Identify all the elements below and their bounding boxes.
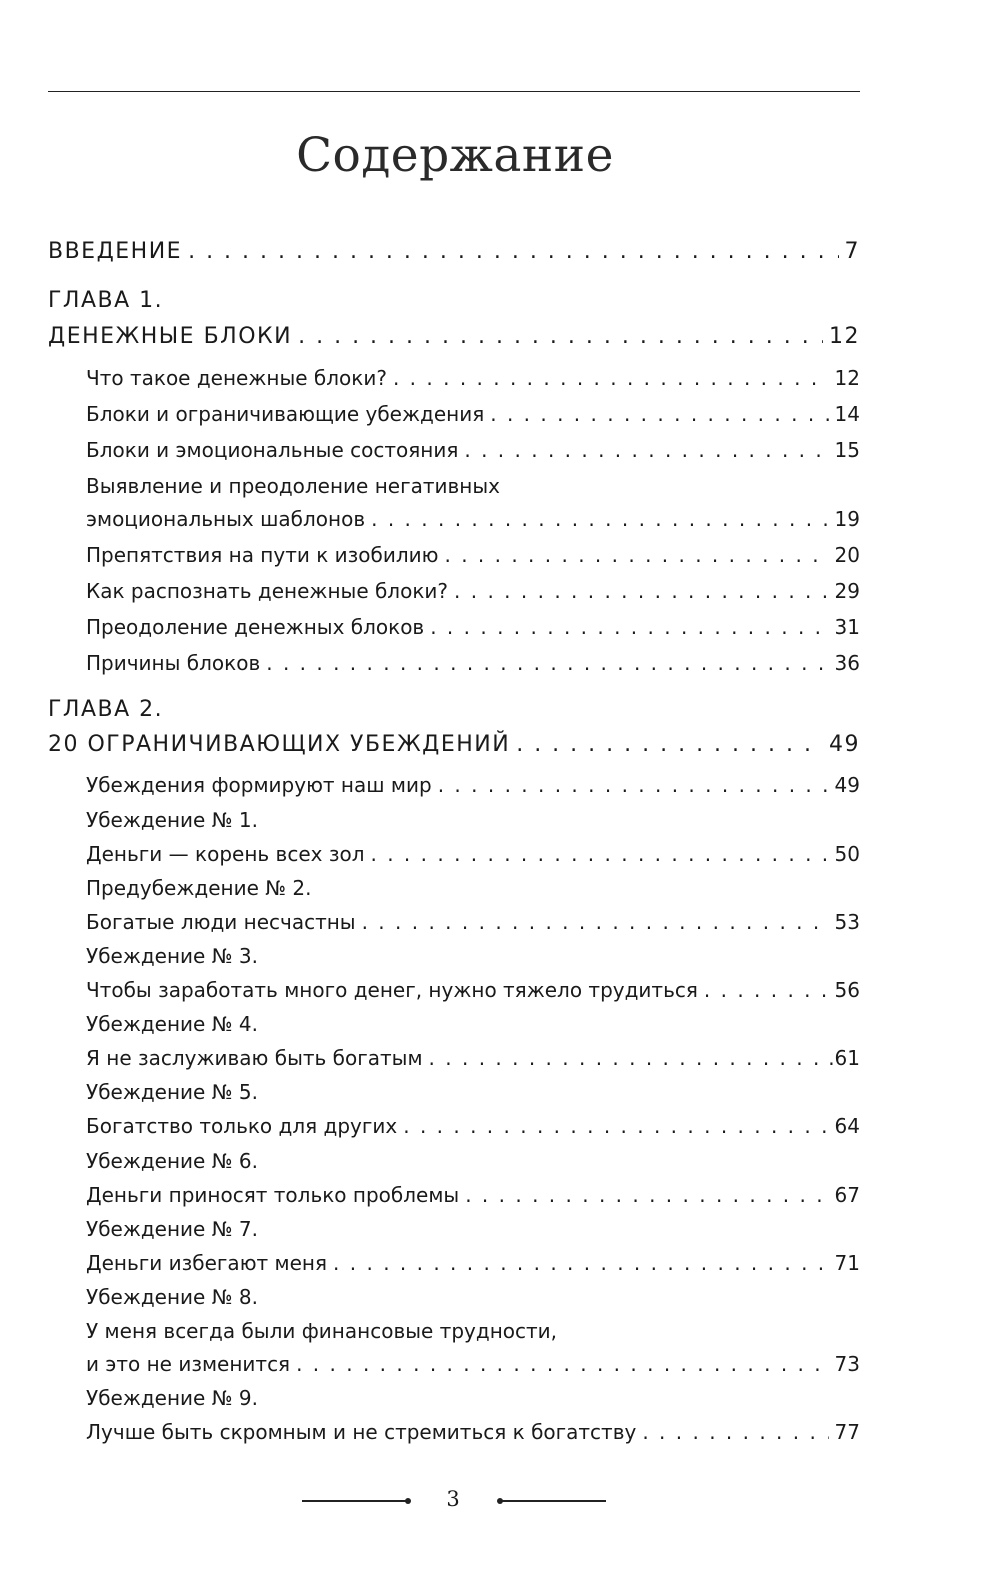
toc-entry[interactable] <box>86 507 860 531</box>
toc-entry-page: 14 <box>834 402 860 426</box>
toc-entry-label: Лучше быть скромным и не стремиться к богатству <box>86 1420 637 1444</box>
toc-entry[interactable] <box>86 1251 860 1275</box>
toc-entry-page: 15 <box>834 438 860 462</box>
leader-dots <box>438 773 829 797</box>
toc-entry-page: 49 <box>834 773 860 797</box>
toc-entry-page: 20 <box>834 543 860 567</box>
toc-entry[interactable] <box>86 1046 860 1070</box>
toc-entry-label: Я не заслуживаю быть богатым <box>86 1046 423 1070</box>
toc-entry-label: Богатые люди несчастны <box>86 910 356 934</box>
toc-entry-chapter2[interactable] <box>48 732 860 757</box>
toc-entry-page: 71 <box>834 1251 860 1275</box>
toc-entry[interactable] <box>86 910 860 934</box>
toc-entry-page: 50 <box>834 842 860 866</box>
toc-entry-label-line: Убеждение № 7. <box>86 1217 258 1241</box>
toc-entry-page: 67 <box>834 1183 860 1207</box>
leader-dots <box>393 366 829 390</box>
toc-entry-chapter1[interactable] <box>48 324 860 349</box>
toc-entry-page: 64 <box>834 1114 860 1138</box>
toc-entry-label: 20 ОГРАНИЧИВАЮЩИХ УБЕЖДЕНИЙ <box>48 732 511 757</box>
toc-entry-label: Убеждения формируют наш мир <box>86 773 432 797</box>
toc-entry-page: 31 <box>834 615 860 639</box>
leader-dots <box>371 507 828 531</box>
toc-entry[interactable] <box>86 1352 860 1376</box>
leader-dots <box>403 1114 828 1138</box>
page-title: Содержание <box>296 128 614 183</box>
toc-entry-page: 12 <box>829 324 860 349</box>
toc-entry[interactable] <box>86 1183 860 1207</box>
leader-dots <box>516 732 823 757</box>
toc-entry-label: ВВЕДЕНИЕ <box>48 239 183 264</box>
leader-dots <box>371 842 829 866</box>
toc-entry-label: Причины блоков <box>86 651 261 675</box>
toc-entry[interactable] <box>86 543 860 567</box>
toc-entry-label-line: Убеждение № 9. <box>86 1386 258 1410</box>
toc-entry-page: 29 <box>834 579 860 603</box>
leader-dots <box>296 1352 828 1376</box>
toc-entry-label-line: Убеждение № 6. <box>86 1149 258 1173</box>
leader-dots <box>429 1046 823 1070</box>
leader-dots <box>454 579 829 603</box>
toc-entry-intro[interactable] <box>48 239 860 264</box>
footer-ornament-right <box>500 1500 606 1502</box>
toc-entry-label: Богатство только для других <box>86 1114 398 1138</box>
footer-ornament-left <box>302 1500 408 1502</box>
leader-dots <box>704 978 829 1002</box>
toc-entry-label: ДЕНЕЖНЫЕ БЛОКИ <box>48 324 293 349</box>
chapter-heading: ГЛАВА 1. <box>48 288 164 313</box>
toc-entry-label: Деньги — корень всех зол <box>86 842 365 866</box>
toc-entry-page: 7 <box>844 239 860 264</box>
toc-entry[interactable] <box>86 366 860 390</box>
toc-entry-label: Блоки и эмоциональные состояния <box>86 438 459 462</box>
toc-entry[interactable] <box>86 579 860 603</box>
toc-entry-label: Деньги избегают меня <box>86 1251 328 1275</box>
leader-dots <box>362 910 829 934</box>
toc-entry-page: 73 <box>834 1352 860 1376</box>
toc-entry-label-line: Убеждение № 4. <box>86 1012 258 1036</box>
toc-entry[interactable] <box>86 1420 860 1444</box>
chapter-heading: ГЛАВА 2. <box>48 697 164 722</box>
toc-entry-page: 36 <box>834 651 860 675</box>
leader-dots <box>464 438 828 462</box>
toc-entry[interactable] <box>86 1114 860 1138</box>
toc-entry-label: Чтобы заработать много денег, нужно тяжело трудиться <box>86 978 698 1002</box>
toc-entry-label: и это не изменится <box>86 1352 291 1376</box>
toc-entry-page: 49 <box>829 732 860 757</box>
toc-entry-label: Деньги приносят только проблемы <box>86 1183 460 1207</box>
toc-entry[interactable] <box>86 615 860 639</box>
toc-entry-label-line: Предубеждение № 2. <box>86 876 312 900</box>
toc-entry[interactable] <box>86 402 860 426</box>
page-number: 3 <box>446 1487 460 1511</box>
toc-entry-label: Блоки и ограничивающие убеждения <box>86 402 485 426</box>
toc-entry-page: 53 <box>834 910 860 934</box>
toc-entry-page: 19 <box>834 507 860 531</box>
toc-entry-label: Препятствия на пути к изобилию <box>86 543 439 567</box>
leader-dots <box>298 324 823 349</box>
toc-entry-label-line: У меня всегда были финансовые трудности, <box>86 1319 558 1343</box>
top-rule <box>48 91 860 92</box>
toc-entry-label-line: Убеждение № 3. <box>86 944 258 968</box>
toc-entry-label: Преодоление денежных блоков <box>86 615 425 639</box>
toc-entry-label: Что такое денежные блоки? <box>86 366 387 390</box>
leader-dots <box>333 1251 829 1275</box>
toc-entry-page: 56 <box>834 978 860 1002</box>
toc-entry-label: Как распознать денежные блоки? <box>86 579 449 603</box>
toc-entry-page: 12 <box>834 366 860 390</box>
toc-entry-page: .61 <box>828 1046 860 1070</box>
leader-dots <box>188 239 838 264</box>
toc-entry[interactable] <box>86 438 860 462</box>
leader-dots <box>266 651 828 675</box>
toc-entry[interactable] <box>86 651 860 675</box>
toc-entry[interactable] <box>86 978 860 1002</box>
leader-dots <box>490 402 828 426</box>
leader-dots <box>430 615 828 639</box>
toc-entry-page: 77 <box>834 1420 860 1444</box>
toc-entry-label-line: Убеждение № 1. <box>86 808 258 832</box>
toc-entry-label: эмоциональных шаблонов <box>86 507 366 531</box>
toc-entry-label-line: Убеждение № 5. <box>86 1080 258 1104</box>
leader-dots <box>444 543 828 567</box>
leader-dots <box>642 1420 828 1444</box>
toc-entry[interactable] <box>86 773 860 797</box>
toc-entry-label-line: Убеждение № 8. <box>86 1285 258 1309</box>
toc-entry-label-line: Выявление и преодоление негативных <box>86 474 500 498</box>
leader-dots <box>465 1183 828 1207</box>
toc-entry[interactable] <box>86 842 860 866</box>
